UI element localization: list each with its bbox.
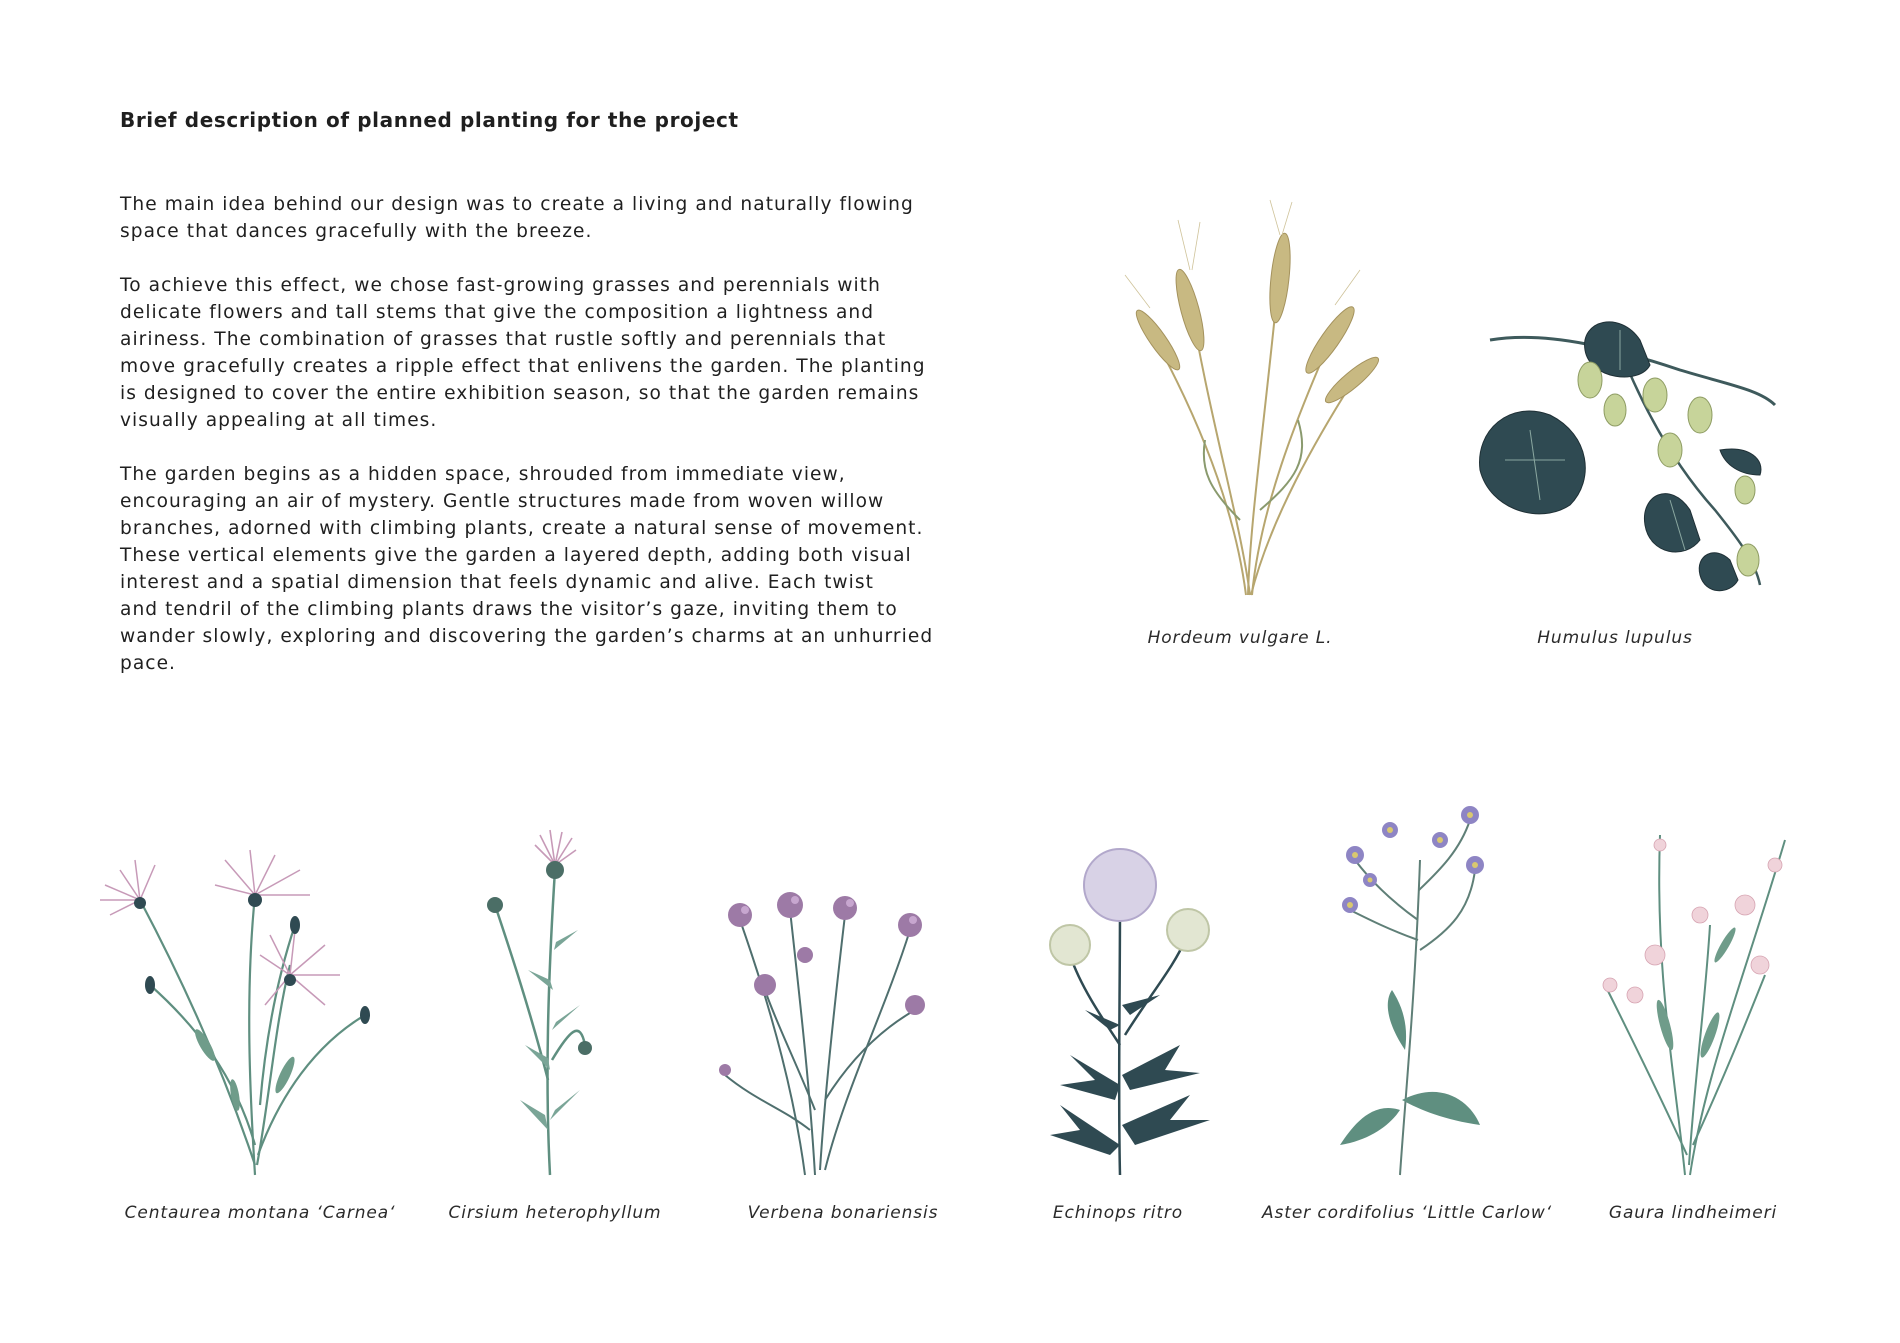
caption-gaura: Gaura lindheimeri (1608, 1203, 1778, 1223)
caption-cirsium: Cirsium heterophyllum (448, 1203, 662, 1223)
echinops-illustration (1040, 845, 1220, 1180)
caption-echinops: Echinops ritro (1052, 1203, 1184, 1223)
paragraph-3: The garden begins as a hidden space, shrouded from immediate view, encouraging an air of mystery. Gentle structures made from woven willow branches, adorned with climbing plants, create a natural sense of movement. These vertical elements give the garden a layered depth, adding both visual interest and a spatial dimension that feels dynamic and alive. Each twist and tendril of the climbing plants draws the visitor’s gaze, inviting them to wander slowly, exploring and discovering the garden’s charms at an unhurried pace. (120, 464, 934, 674)
paragraph-1: The main idea behind our design was to create a living and naturally flowing space that dances gracefully with the breeze. (120, 194, 914, 242)
caption-centaurea: Centaurea montana ‘Carnea‘ (124, 1203, 396, 1223)
verbena-illustration (715, 870, 935, 1180)
aster-illustration (1330, 800, 1500, 1180)
gaura-illustration (1595, 825, 1795, 1180)
barley-illustration (1120, 220, 1380, 610)
cirsium-illustration (470, 830, 620, 1180)
hop-illustration (1470, 310, 1780, 610)
description-text (120, 191, 950, 704)
paragraph-2: To achieve this effect, we chose fast-growing grasses and perennials with delicate flowers and tall stems that give the composition a lightness and airiness. The combination of grasses that rustle softly and perennials that move gracefully creates a ripple effect that enlivens the garden. The planting is designed to cover the entire exhibition season, so that the garden remains visually appealing at all times. (120, 275, 926, 431)
caption-aster: Aster cordifolius ‘Little Carlow‘ (1261, 1203, 1553, 1223)
caption-humulus: Humulus lupulus (1537, 628, 1693, 648)
caption-hordeum: Hordeum vulgare L. (1147, 628, 1333, 648)
caption-verbena: Verbena bonariensis (747, 1203, 939, 1223)
page-title: Brief description of planned planting for the project (120, 108, 739, 132)
centaurea-illustration (95, 845, 385, 1180)
